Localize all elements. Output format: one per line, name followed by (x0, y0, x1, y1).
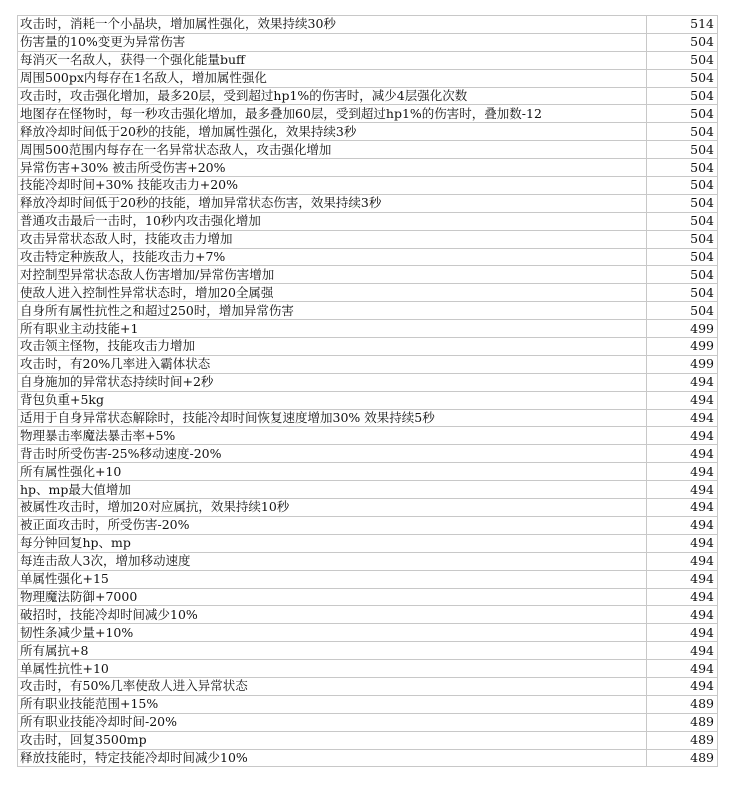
row-description[interactable]: 攻击领主怪物，技能攻击力增加 (18, 338, 647, 356)
table-row (18, 749, 718, 767)
row-value[interactable]: 504 (647, 212, 718, 230)
table-row (18, 159, 718, 177)
table-row (18, 69, 718, 87)
row-description[interactable]: 攻击异常状态敌人时，技能攻击力增加 (18, 230, 647, 248)
row-value[interactable]: 494 (647, 677, 718, 695)
table-row (18, 284, 718, 302)
row-value[interactable]: 504 (647, 177, 718, 195)
row-description[interactable]: 破招时，技能冷却时间减少10% (18, 606, 647, 624)
row-description[interactable]: 所有职业技能冷却时间-20% (18, 713, 647, 731)
row-value[interactable]: 504 (647, 248, 718, 266)
row-description[interactable]: 自身施加的异常状态持续时间+2秒 (18, 373, 647, 391)
row-description[interactable]: 被正面攻击时，所受伤害-20% (18, 516, 647, 534)
row-description[interactable]: 每分钟回复hp、mp (18, 534, 647, 552)
row-description[interactable]: 对控制型异常状态敌人伤害增加/异常伤害增加 (18, 266, 647, 284)
table-row (18, 320, 718, 338)
table-row (18, 338, 718, 356)
table-row (18, 105, 718, 123)
table-row (18, 624, 718, 642)
row-value[interactable]: 494 (647, 463, 718, 481)
row-value[interactable]: 504 (647, 302, 718, 320)
row-description[interactable]: 单属性抗性+10 (18, 660, 647, 678)
table-row (18, 194, 718, 212)
table-row (18, 534, 718, 552)
row-value[interactable]: 494 (647, 427, 718, 445)
row-value[interactable]: 504 (647, 230, 718, 248)
row-description[interactable]: 每连击敌人3次，增加移动速度 (18, 552, 647, 570)
row-description[interactable]: 韧性条减少量+10% (18, 624, 647, 642)
row-description[interactable]: 背击时所受伤害-25%移动速度-20% (18, 445, 647, 463)
row-value[interactable]: 494 (647, 588, 718, 606)
row-value[interactable]: 494 (647, 624, 718, 642)
row-description[interactable]: 所有职业技能范围+15% (18, 695, 647, 713)
table-row (18, 499, 718, 517)
row-value[interactable]: 494 (647, 499, 718, 517)
table-row (18, 516, 718, 534)
row-value[interactable]: 494 (647, 534, 718, 552)
row-description[interactable]: 攻击特定种族敌人，技能攻击力+7% (18, 248, 647, 266)
row-value[interactable]: 504 (647, 69, 718, 87)
table-row (18, 731, 718, 749)
table-row (18, 51, 718, 69)
table-row (18, 445, 718, 463)
row-value[interactable]: 504 (647, 141, 718, 159)
row-description[interactable]: 攻击时，攻击强化增加，最多20层，受到超过hp1%的伤害时，减少4层强化次数 (18, 87, 647, 105)
table-row (18, 212, 718, 230)
row-description[interactable]: 适用于自身异常状态解除时，技能冷却时间恢复速度增加30% 效果持续5秒 (18, 409, 647, 427)
row-description[interactable]: 周围500范围内每存在一名异常状态敌人，攻击强化增加 (18, 141, 647, 159)
table-row (18, 713, 718, 731)
row-description[interactable]: 释放技能时，特定技能冷却时间减少10% (18, 749, 647, 767)
table-row (18, 33, 718, 51)
row-description[interactable]: 伤害量的10%变更为异常伤害 (18, 33, 647, 51)
table-row (18, 427, 718, 445)
row-value[interactable]: 489 (647, 695, 718, 713)
row-value[interactable]: 494 (647, 516, 718, 534)
table-row (18, 391, 718, 409)
row-description[interactable]: 使敌人进入控制性异常状态时，增加20全属强 (18, 284, 647, 302)
row-description[interactable]: 攻击时，有50%几率使敌人进入异常状态 (18, 677, 647, 695)
row-description[interactable]: 释放冷却时间低于20秒的技能，增加异常状态伤害，效果持续3秒 (18, 194, 647, 212)
row-value[interactable]: 499 (647, 320, 718, 338)
table-row (18, 302, 718, 320)
row-description[interactable]: 物理魔法防御+7000 (18, 588, 647, 606)
row-description[interactable]: 地图存在怪物时，每一秒攻击强化增加，最多叠加60层，受到超过hp1%的伤害时，叠加数-12 (18, 105, 647, 123)
row-value[interactable]: 494 (647, 445, 718, 463)
table-row (18, 481, 718, 499)
row-description[interactable]: 被属性攻击时，增加20对应属抗，效果持续10秒 (18, 499, 647, 517)
table-row (18, 409, 718, 427)
row-description[interactable]: hp、mp最大值增加 (18, 481, 647, 499)
table-row (18, 606, 718, 624)
row-value[interactable]: 504 (647, 123, 718, 141)
row-description[interactable]: 单属性强化+15 (18, 570, 647, 588)
table-row (18, 16, 718, 34)
table-row (18, 177, 718, 195)
table-row (18, 266, 718, 284)
table-body (18, 16, 718, 767)
table-row (18, 552, 718, 570)
row-description[interactable]: 攻击时，回复3500mp (18, 731, 647, 749)
row-description[interactable]: 所有属性强化+10 (18, 463, 647, 481)
data-table (17, 15, 718, 767)
row-value[interactable]: 499 (647, 338, 718, 356)
table-row (18, 695, 718, 713)
row-value[interactable]: 494 (647, 660, 718, 678)
row-description[interactable]: 每消灭一名敌人，获得一个强化能量buff (18, 51, 647, 69)
row-value[interactable]: 499 (647, 355, 718, 373)
table-row (18, 355, 718, 373)
row-value[interactable]: 504 (647, 87, 718, 105)
table-row (18, 123, 718, 141)
row-value[interactable]: 489 (647, 713, 718, 731)
row-description[interactable]: 技能冷却时间+30% 技能攻击力+20% (18, 177, 647, 195)
row-value[interactable]: 504 (647, 159, 718, 177)
row-description[interactable]: 所有职业主动技能+1 (18, 320, 647, 338)
row-value[interactable]: 514 (647, 16, 718, 34)
row-description[interactable]: 周围500px内每存在1名敌人，增加属性强化 (18, 69, 647, 87)
row-value[interactable]: 494 (647, 481, 718, 499)
table-row (18, 230, 718, 248)
table-row (18, 570, 718, 588)
table-row (18, 642, 718, 660)
row-value[interactable]: 494 (647, 409, 718, 427)
row-description[interactable]: 释放冷却时间低于20秒的技能，增加属性强化，效果持续3秒 (18, 123, 647, 141)
row-description[interactable]: 所有属抗+8 (18, 642, 647, 660)
row-value[interactable]: 504 (647, 105, 718, 123)
table-row (18, 373, 718, 391)
row-description[interactable]: 普通攻击最后一击时，10秒内攻击强化增加 (18, 212, 647, 230)
row-value[interactable]: 494 (647, 391, 718, 409)
row-value[interactable]: 489 (647, 731, 718, 749)
row-description[interactable]: 攻击时，消耗一个小晶块，增加属性强化，效果持续30秒 (18, 16, 647, 34)
row-value[interactable]: 494 (647, 606, 718, 624)
row-value[interactable]: 504 (647, 33, 718, 51)
table-row (18, 141, 718, 159)
row-value[interactable]: 494 (647, 373, 718, 391)
row-description[interactable]: 自身所有属性抗性之和超过250时，增加异常伤害 (18, 302, 647, 320)
table-row (18, 677, 718, 695)
table-row (18, 248, 718, 266)
row-value[interactable]: 504 (647, 194, 718, 212)
row-description[interactable]: 背包负重+5kg (18, 391, 647, 409)
row-value[interactable]: 494 (647, 642, 718, 660)
table-row (18, 660, 718, 678)
table-row (18, 588, 718, 606)
row-value[interactable]: 504 (647, 266, 718, 284)
table-row (18, 87, 718, 105)
row-value[interactable]: 494 (647, 570, 718, 588)
row-description[interactable]: 异常伤害+30% 被击所受伤害+20% (18, 159, 647, 177)
row-description[interactable]: 攻击时，有20%几率进入霸体状态 (18, 355, 647, 373)
row-value[interactable]: 494 (647, 552, 718, 570)
row-description[interactable]: 物理暴击率魔法暴击率+5% (18, 427, 647, 445)
row-value[interactable]: 489 (647, 749, 718, 767)
row-value[interactable]: 504 (647, 284, 718, 302)
row-value[interactable]: 504 (647, 51, 718, 69)
table-row (18, 463, 718, 481)
